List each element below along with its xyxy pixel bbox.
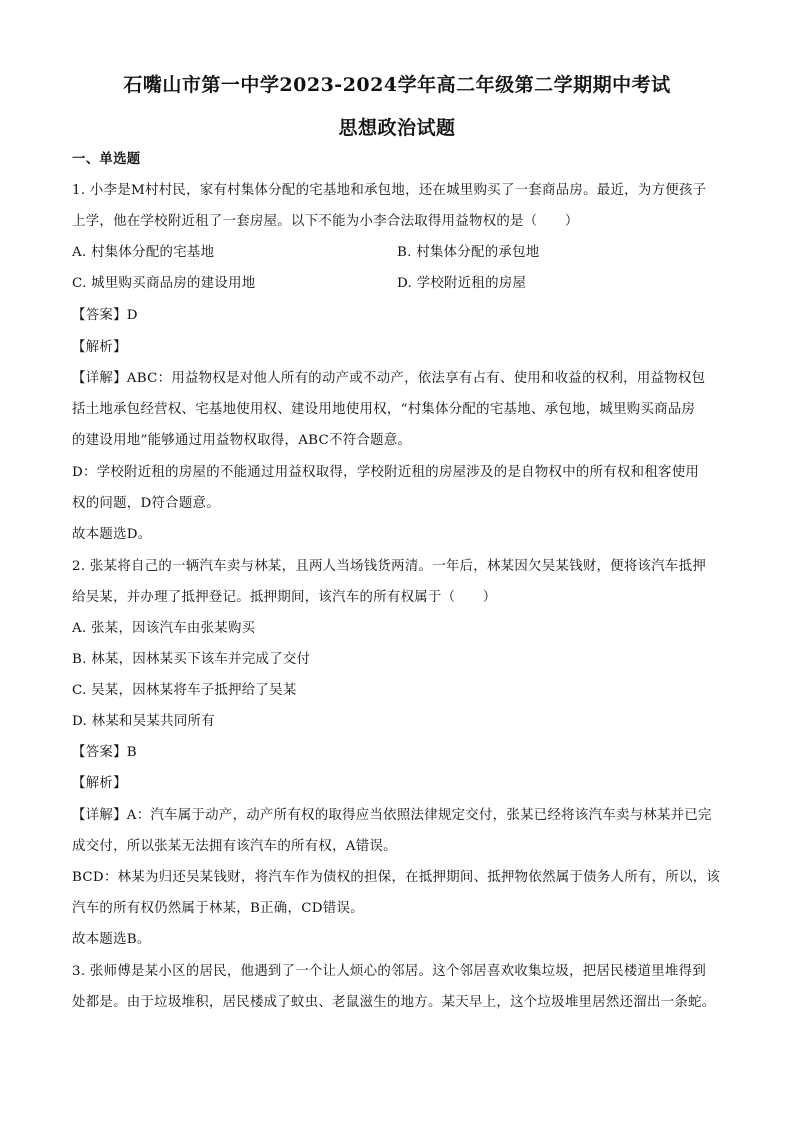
q2-stem-line1: 2. 张某将自己的一辆汽车卖与林某，且两人当场钱货两清。一年后，林某因欠吴某钱财，便将该汽车抵押: [72, 559, 707, 574]
q1-conclusion: 故本题选D。: [72, 527, 152, 542]
q2-detail-line2: 成交付，所以张某无法拥有该汽车的所有权，A错误。: [72, 839, 397, 854]
q1-option-a: A. 村集体分配的宅基地: [72, 245, 215, 260]
q1-detail-line3: 的建设用地”能够通过用益物权取得，ABC不符合题意。: [72, 433, 412, 448]
q2-option-b: B. 林某，因林某买下该车并完成了交付: [72, 652, 311, 667]
q2-option-d: D. 林某和吴某共同所有: [72, 714, 215, 729]
q2-analysis-label: 【解析】: [72, 776, 127, 791]
q2-answer: 【答案】B: [72, 745, 137, 760]
q2-option-c: C. 吴某，因林某将车子抵押给了吴某: [72, 683, 297, 698]
q1-detail-line5: 权的问题，D符合题意。: [72, 496, 220, 511]
q1-detail-line1: 【详解】ABC：用益物权是对他人所有的动产或不动产，依法享有占有、使用和收益的权利，用益物权包: [72, 371, 706, 386]
q2-option-a: A. 张某，因该汽车由张某购买: [72, 621, 256, 636]
exam-subject: 思想政治试题: [338, 117, 456, 139]
q1-answer: 【答案】D: [72, 308, 138, 323]
q1-analysis-label: 【解析】: [72, 340, 127, 355]
q2-detail-line3: BCD：林某为归还吴某钱财，将汽车作为债权的担保，在抵押期间、抵押物依然属于债务人所有，所以，该: [72, 870, 721, 885]
q2-detail-line4: 汽车的所有权仍然属于林某，B正确，CD错误。: [72, 901, 364, 916]
exam-title: 石嘴山市第一中学2023-2024学年高二年级第二学期期中考试: [123, 74, 671, 96]
q1-stem-line2: 上学，他在学校附近租了一套房屋。以下不能为小李合法取得用益物权的是（ ）: [72, 214, 579, 229]
q1-stem-line1: 1. 小李是M村村民，家有村集体分配的宅基地和承包地，还在城里购买了一套商品房。最近，为方便孩子: [72, 183, 707, 198]
q1-detail-line2: 括土地承包经营权、宅基地使用权、建设用地使用权，“村集体分配的宅基地、承包地，城里购买商品房: [72, 402, 696, 417]
q1-detail-line4: D：学校附近租的房屋的不能通过用益权取得，学校附近租的房屋涉及的是自物权中的所有权和租客使用: [72, 465, 700, 480]
q1-option-c: C. 城里购买商品房的建设用地: [72, 276, 256, 291]
section-title: 一、单选题: [72, 151, 141, 167]
q1-option-b: B. 村集体分配的承包地: [397, 245, 540, 260]
q3-stem-line2: 处都是。由于垃圾堆积，居民楼成了蚊虫、老鼠滋生的地方。某天早上，这个垃圾堆里居然还溜出一条蛇。: [72, 995, 716, 1010]
q2-conclusion: 故本题选B。: [72, 932, 151, 947]
q3-stem-line1: 3. 张师傅是某小区的居民，他遇到了一个让人烦心的邻居。这个邻居喜欢收集垃圾，把居民楼道里堆得到: [72, 964, 707, 979]
q2-detail-line1: 【详解】A：汽车属于动产，动产所有权的取得应当依照法律规定交付，张某已经将该汽车卖与林某并已完: [72, 808, 712, 823]
q1-option-d: D. 学校附近租的房屋: [397, 276, 527, 291]
q2-stem-line2: 给吴某，并办理了抵押登记。抵押期间，该汽车的所有权属于（ ）: [72, 590, 497, 605]
